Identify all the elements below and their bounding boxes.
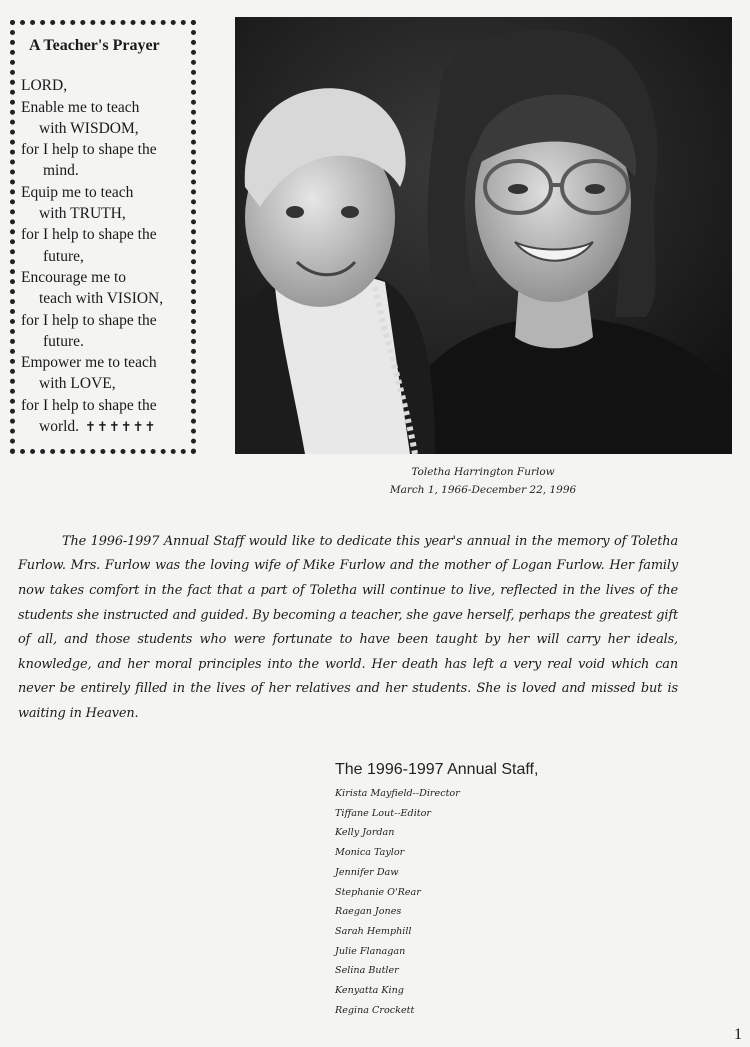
prayer-line: with LOVE, (39, 375, 116, 393)
photo-caption-name: Toletha Harrington Furlow (411, 466, 555, 478)
prayer-line: with WISDOM, (39, 119, 139, 137)
prayer-line: teach with VISION, (39, 290, 164, 308)
staff-member: Julie Flanagan (335, 945, 406, 957)
staff-member: Stephanie O'Rear (335, 886, 421, 898)
staff-member: Regina Crockett (335, 1004, 415, 1016)
prayer-line: for I help to shape the (21, 226, 157, 244)
prayer-line: for I help to shape the (21, 141, 157, 159)
staff-member: Jennifer Daw (335, 866, 399, 878)
staff-member: Selina Butler (335, 965, 399, 977)
prayer-text (21, 75, 187, 437)
teachers-prayer-box (10, 20, 196, 454)
prayer-line-last (21, 416, 187, 437)
staff-member: Kirista Mayfield--Director (335, 788, 460, 799)
staff-member: Kenyatta King (335, 985, 404, 997)
staff-member: Sarah Hemphill (335, 925, 412, 937)
memorial-photo (235, 17, 732, 454)
page-number: 1 (734, 1026, 742, 1043)
prayer-line: Equip me to teach (21, 183, 134, 201)
prayer-line: Enable me to teach (21, 98, 140, 116)
staff-member: Kelly Jordan (335, 827, 395, 839)
prayer-line: Encourage me to (21, 268, 127, 286)
prayer-title: A Teacher's Prayer (29, 37, 160, 54)
prayer-line: future. (43, 332, 84, 350)
staff-member: Monica Taylor (335, 847, 405, 859)
portrait-image (235, 17, 732, 454)
prayer-line: future, (43, 247, 84, 265)
prayer-line: for I help to shape the (21, 396, 157, 414)
photo-caption-dates: March 1, 1966-December 22, 1996 (389, 484, 577, 496)
prayer-line: world. (39, 418, 80, 436)
staff-member: Raegan Jones (335, 906, 402, 918)
prayer-line: mind. (43, 162, 79, 180)
staff-list (335, 784, 460, 1020)
staff-member: Tiffane Lout--Editor (335, 807, 431, 819)
cross-icons: ✝✝✝✝✝✝ (85, 419, 157, 435)
prayer-line: Empower me to teach (21, 354, 157, 372)
prayer-line: for I help to shape the (21, 311, 157, 329)
dedication-paragraph: The 1996-1997 Annual Staff would like to dedicate this year's annual in the memory of Toletha Furlow. Mrs. Furlow was the loving wife of Mike Furlow and the mother of Logan Furlow. Her family now takes comfort in the fact that a part of Toletha will continue to live, reflected in the lives of the students she instructed and guided. By becoming a teacher, she gave herself, perhaps the greatest gift of all, and those students who were fortunate to have been taught by her will carry her ideals, knowledge, and her moral principles into the world. Her death has left a very real void which can never be entirely filled in the lives of her relatives and her students. She is loved and missed but is waiting in Heaven. (18, 533, 678, 722)
staff-heading: The 1996-1997 Annual Staff, (335, 761, 539, 778)
prayer-line: with TRUTH, (39, 205, 126, 223)
prayer-line: LORD, (21, 77, 68, 95)
